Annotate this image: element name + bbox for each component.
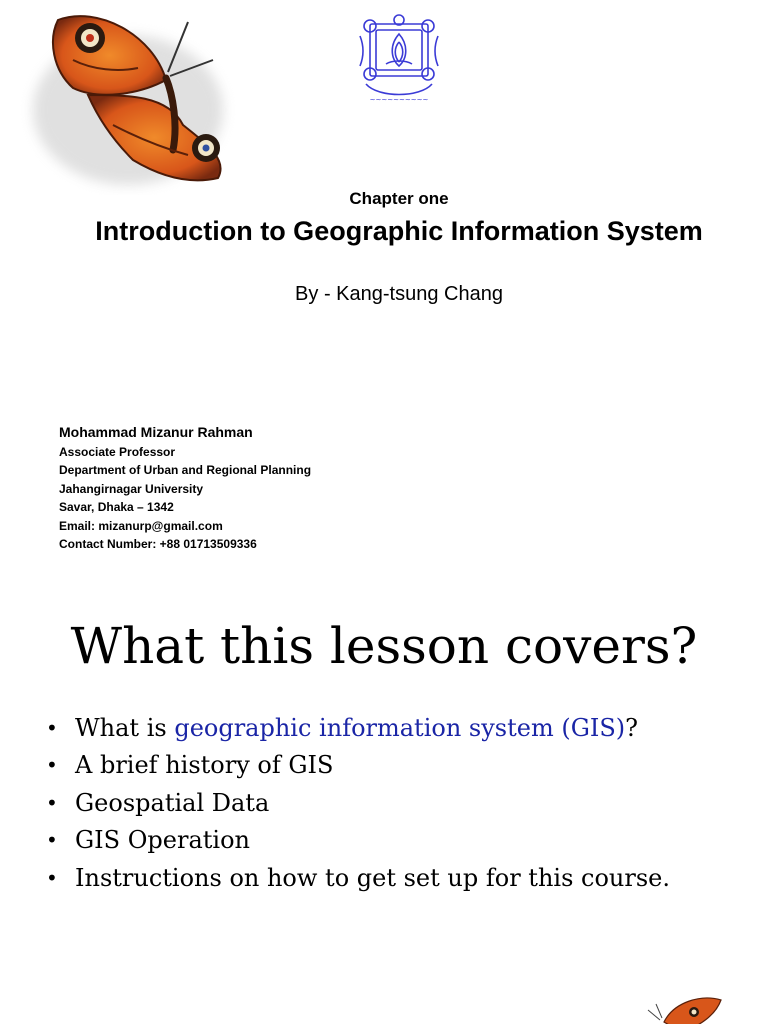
presenter-phone: Contact Number: +88 01713509336 bbox=[59, 537, 257, 552]
slide-heading: What this lesson covers? bbox=[70, 617, 698, 675]
bullet-icon: • bbox=[46, 753, 58, 778]
list-item bbox=[46, 710, 670, 747]
bullet-text-prefix: What is bbox=[75, 714, 175, 742]
bullet-text-suffix: ? bbox=[625, 714, 639, 742]
presenter-university: Jahangirnagar University bbox=[59, 481, 204, 496]
presenter-name: Mohammad Mizanur Rahman bbox=[59, 424, 253, 440]
bullet-icon: • bbox=[46, 790, 58, 815]
bullet-text: A brief history of GIS bbox=[75, 751, 334, 780]
bullet-icon: • bbox=[46, 716, 58, 740]
svg-text:~~~~~~~~~~: ~~~~~~~~~~ bbox=[369, 96, 429, 104]
bullet-icon: • bbox=[46, 865, 58, 890]
presenter-position: Associate Professor bbox=[59, 445, 176, 459]
bullet-text: GIS Operation bbox=[75, 826, 250, 855]
author-byline: By - Kang-tsung Chang bbox=[295, 283, 503, 305]
chapter-label: Chapter one bbox=[349, 189, 449, 208]
gis-link[interactable]: geographic information system (GIS) bbox=[174, 714, 626, 742]
presenter-email: Email: mizanurp@gmail.com bbox=[59, 518, 223, 533]
topics-list bbox=[46, 710, 670, 897]
list-item bbox=[46, 785, 670, 822]
small-butterfly-image bbox=[646, 992, 726, 1024]
list-item bbox=[46, 747, 670, 784]
university-logo bbox=[356, 12, 442, 108]
presenter-department: Department of Urban and Regional Planning bbox=[59, 463, 312, 478]
presenter-address: Savar, Dhaka – 1342 bbox=[59, 500, 174, 515]
slide-title: Introduction to Geographic Information System bbox=[95, 216, 703, 246]
peacock-butterfly-image bbox=[18, 0, 243, 195]
list-item bbox=[46, 860, 670, 897]
presenter-info bbox=[59, 423, 311, 553]
bullet-text: Instructions on how to get set up for this course. bbox=[75, 863, 670, 892]
lesson-overview-slide bbox=[0, 580, 768, 1024]
list-item bbox=[46, 822, 670, 859]
bullet-icon: • bbox=[46, 828, 58, 853]
bullet-text: Geospatial Data bbox=[75, 788, 270, 817]
